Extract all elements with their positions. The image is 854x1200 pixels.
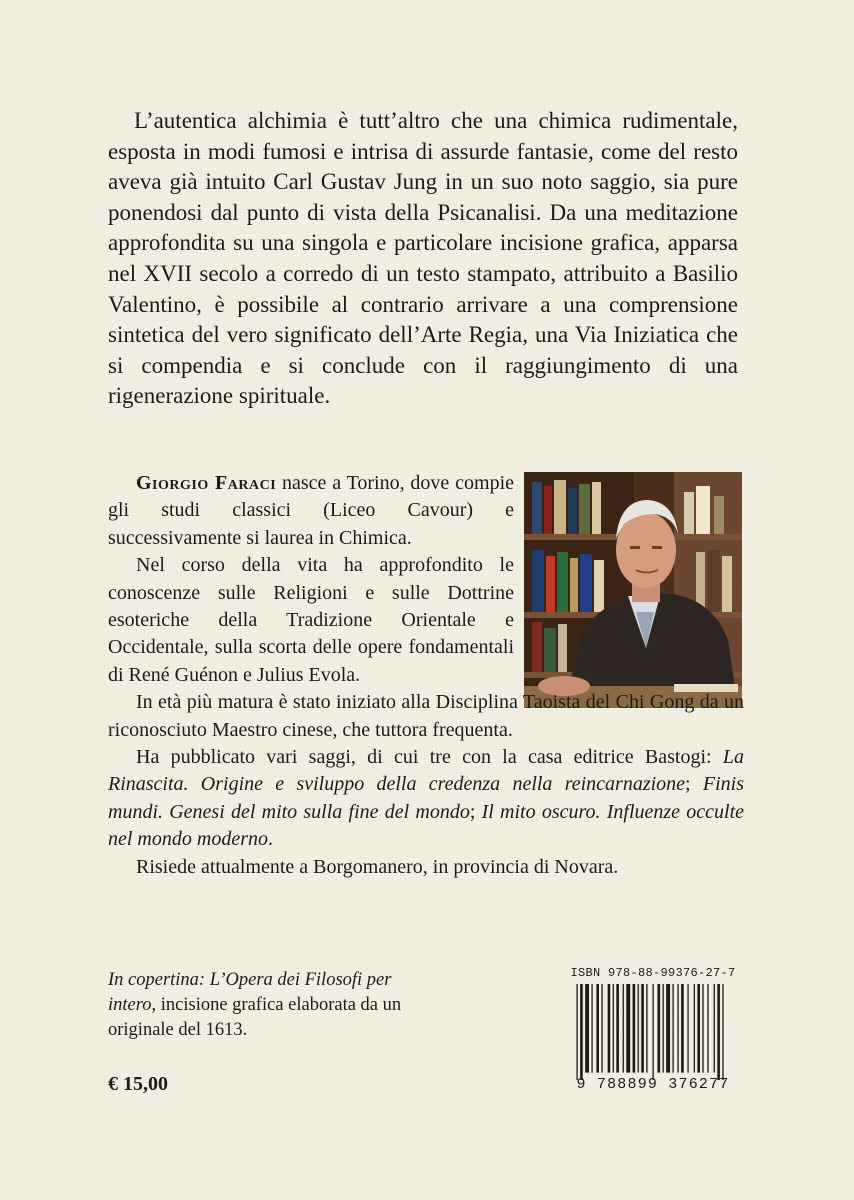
barcode-bar <box>666 984 670 1073</box>
barcode-bar <box>596 984 599 1073</box>
barcode-bar <box>702 984 703 1073</box>
barcode-bar <box>626 984 630 1073</box>
barcode-bar <box>707 984 708 1073</box>
barcode-bar <box>681 984 684 1073</box>
barcode-bar <box>717 984 720 1080</box>
barcode-bar <box>677 984 678 1073</box>
bio-paragraph: Risiede attualmente a Borgomanero, in provincia di Novara. <box>136 855 619 878</box>
author-biography <box>108 470 744 881</box>
barcode-bar <box>613 984 614 1073</box>
barcode-bar <box>591 984 592 1073</box>
barcode-bar <box>697 984 700 1073</box>
barcode-bar <box>601 984 602 1073</box>
barcode-bar <box>653 984 654 1080</box>
barcode-bar <box>580 984 583 1080</box>
cover-credit: In copertina: L’Opera dei Filosofi per intero, incisione grafica elaborata da un originale del 1613. <box>108 970 402 1040</box>
barcode-bar <box>722 984 723 1080</box>
barcode-bar <box>672 984 673 1073</box>
barcode-bars <box>564 984 744 1080</box>
barcode-bar <box>608 984 611 1073</box>
bio-paragraph: Ha pubblicato vari saggi, di cui tre con la casa editrice Bastogi: La Rinascita. Origine e sviluppo della credenza nella reincarnazione; Finis mundi. Genesi del mito sulla fine del mondo; Il mito oscuro. Influenze occulte nel mondo moderno. <box>108 746 745 851</box>
barcode-bar <box>658 984 661 1073</box>
barcode-bar <box>576 984 577 1080</box>
price: € 15,00 <box>108 1073 168 1095</box>
bio-paragraph: In età più matura è stato iniziato alla Disciplina Taoista del Chi Gong da un riconosciuto Maestro cinese, che tuttora frequenta. <box>108 691 744 741</box>
bio-paragraph: Giorgio Faraci nasce a Torino, dove compie gli studi classici (Liceo Cavour) e successivamente si laurea in Chimica. <box>108 472 514 549</box>
book-title: Finis mundi. Genesi del mito sulla fine del mondo <box>108 773 744 823</box>
barcode-bar <box>687 984 688 1073</box>
barcode-bar <box>714 984 715 1073</box>
barcode-bar <box>694 984 695 1073</box>
barcode-bar <box>623 984 624 1073</box>
ean-digits: 9 788899 376277 <box>576 1076 730 1093</box>
bio-paragraph: Nel corso della vita ha approfondito le conoscenze sulle Religioni e sulle Dottrine esoteriche della Tradizione Orientale e Occidentale, sulla scorta delle opere fondamentali di René Guénon e Julius Evola. <box>108 554 514 686</box>
barcode-bar <box>641 984 644 1073</box>
isbn-label: ISBN 978-88-99376-27-7 <box>570 966 736 980</box>
cover-artwork-title: L’Opera dei Filosofi per intero <box>108 970 392 1015</box>
synopsis <box>108 106 738 412</box>
barcode-bar <box>633 984 636 1073</box>
barcode-bar <box>585 984 589 1073</box>
barcode <box>560 966 746 1096</box>
book-title: Il mito oscuro. Influenze occulte nel mondo moderno <box>108 800 745 851</box>
synopsis-paragraph: L’autentica alchimia è tutt’altro che una chimica rudimentale, esposta in modi fumosi e intrisa di assurde fantasie, come del resto aveva già intuito Carl Gustav Jung in un suo noto saggio, sia pure ponendosi dal punto di vista della Psicanalisi. Da una meditazione approfondita su una singola e particolare incisione grafica, apparsa nel XVII secolo a corredo di un testo stampato, attribuito a Basilio Valentino, è possibile al contrario arrivare a una comprensione sintetica del vero significato dell’Arte Regia, una Via Iniziatica che si compendia e si conclude con il raggiungimento di una rigenerazione spirituale. <box>108 108 738 409</box>
barcode-bar <box>662 984 663 1073</box>
barcode-bar <box>638 984 639 1073</box>
barcode-bar <box>616 984 619 1073</box>
book-title: La Rinascita. Origine e sviluppo della credenza nella reincarnazione <box>108 746 744 796</box>
barcode-bar <box>646 984 647 1073</box>
author-name: Giorgio Faraci <box>136 472 277 494</box>
